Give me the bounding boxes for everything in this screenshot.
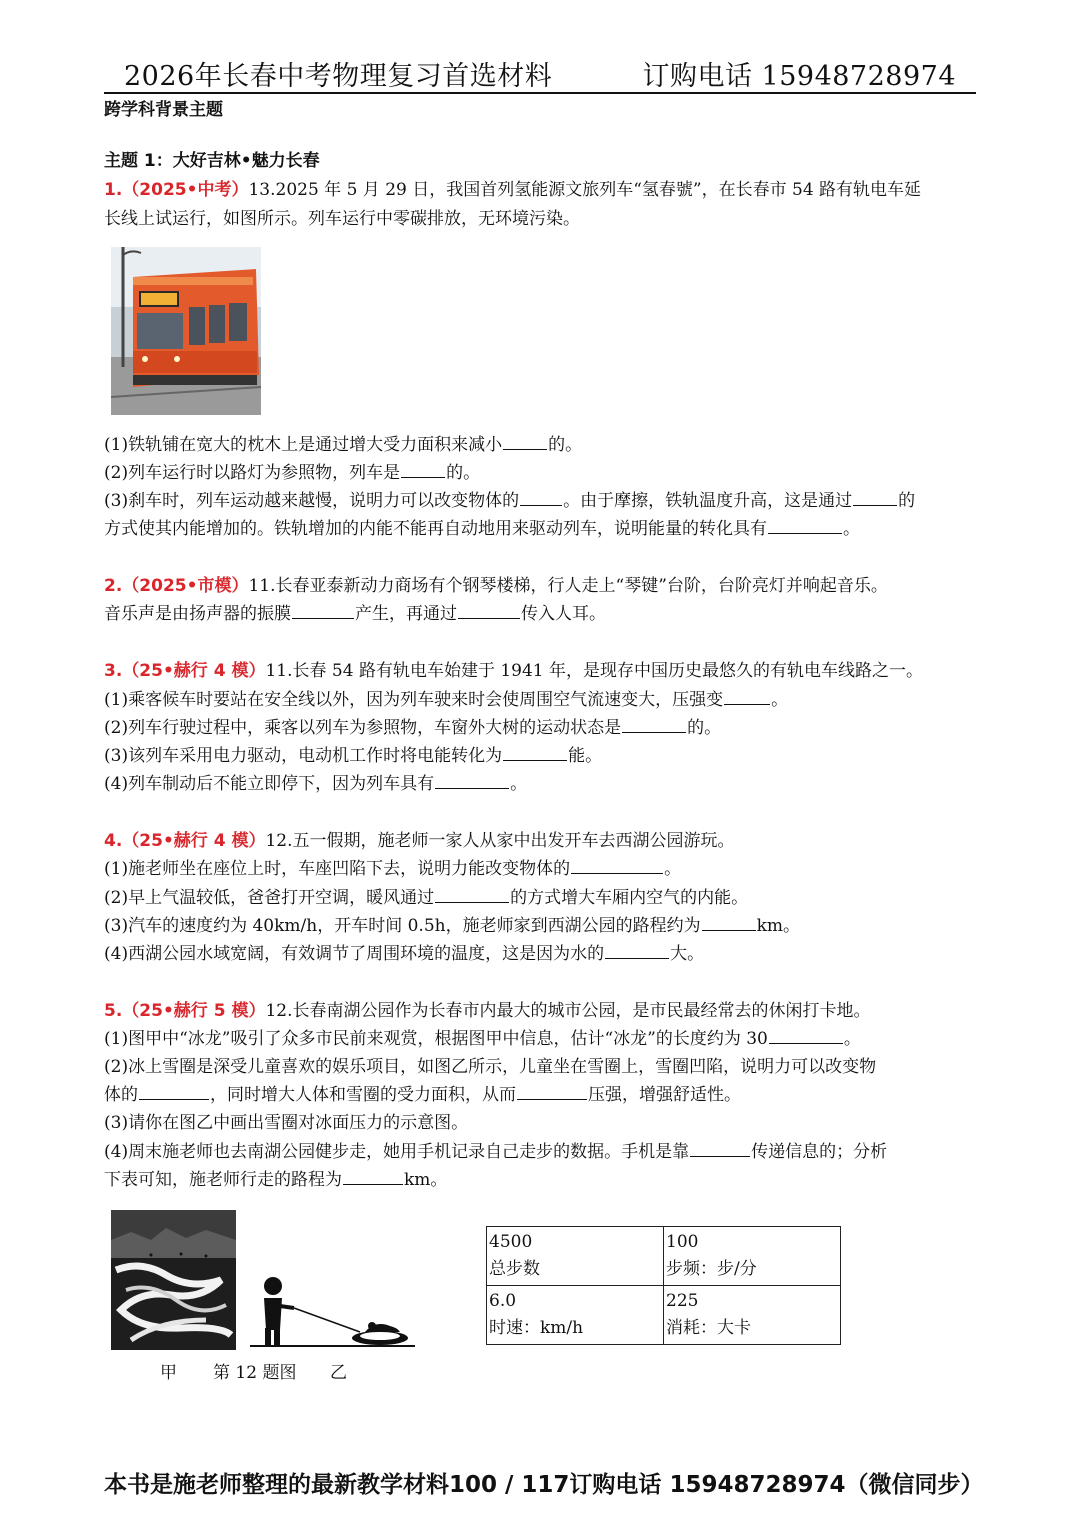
header-title: 2026年长春中考物理复习首选材料 [124,61,553,92]
cell-label: 消耗：大卡 [666,1318,751,1338]
answer-blank[interactable] [622,714,686,733]
figure-label-jia: 甲 [160,1363,177,1383]
q4-tag: 4.（25•赫行 4 模） [104,831,266,851]
q1-part2: (2)列车运行时以路灯为参照物，列车是 的。 [104,459,980,487]
answer-blank[interactable] [520,487,562,506]
answer-blank[interactable] [139,1081,209,1100]
q1-part3: (3)刹车时，列车运动越来越慢，说明力可以改变物体的 。由于摩擦，铁轨温度升高，这是通过 的 [104,487,980,515]
answer-blank[interactable] [503,742,567,761]
q3-part2: (2)列车行驶过程中，乘客以列车为参照物，车窗外大树的运动状态是 的。 [104,714,980,742]
q2-line1: 2.（2025•市模）11.长春亚泰新动力商场有个钢琴楼梯，行人走上“琴键”台阶，台阶亮灯并响起音乐。 [104,576,888,596]
cell-label: 时速：km/h [489,1318,584,1338]
q5-part4-cont: 下表可知，施老师行走的路程为 km。 [104,1166,980,1194]
q2-tag: 2.（2025•市模） [104,576,249,596]
answer-blank[interactable] [292,600,354,619]
figure-caption: 第 12 题图 [213,1363,297,1383]
cell-label: 步频：步/分 [666,1259,757,1279]
section-title: 跨学科背景主题 [104,100,223,120]
answer-blank[interactable] [571,855,663,874]
header-phone: 订购电话 15948728974 [642,61,956,92]
q5-part3: (3)请你在图乙中画出雪圈对冰面压力的示意图。 [104,1113,469,1133]
q3-part1: (1)乘客候车时要站在安全线以外，因为列车驶来时会使周围空气流速变大，压强变 。 [104,686,980,714]
answer-blank[interactable] [605,940,669,959]
answer-blank[interactable] [401,459,445,478]
q1-part1: (1)铁轨铺在宽大的枕木上是通过增大受力面积来减小 的。 [104,431,980,459]
cell-value: 4500 [489,1232,533,1252]
answer-blank[interactable] [724,686,770,705]
answer-blank[interactable] [690,1138,750,1157]
q4-part4: (4)西湖公园水域宽阔，有效调节了周围环境的温度，这是因为水的 大。 [104,940,980,968]
q4-part1: (1)施老师坐在座位上时，车座凹陷下去，说明力能改变物体的 。 [104,855,980,883]
q5-part2: (2)冰上雪圈是深受儿童喜欢的娱乐项目，如图乙所示，儿童坐在雪圈上，雪圈凹陷，说明力可以改变物 [104,1057,877,1077]
table-cell [487,1286,664,1345]
answer-blank[interactable] [769,1025,843,1044]
q3-part3: (3)该列车采用电力驱动，电动机工作时将电能转化为 能。 [104,742,980,770]
page-footer: 本书是施老师整理的最新教学材料100 / 117订购电话 15948728974（微信同步） [104,1472,984,1498]
q1-line2: 长线上试运行，如图所示。列车运行中零碳排放，无环境污染。 [104,209,580,229]
q5-part2-cont: 体的 ，同时增大人体和雪圈的受力面积，从而 压强，增强舒适性。 [104,1081,980,1109]
snow-tube-diagram [250,1272,420,1352]
q5-part1: (1)图甲中“冰龙”吸引了众多市民前来观赏，根据图甲中信息，估计“冰龙”的长度约为 30 。 [104,1025,980,1053]
table-cell [664,1227,841,1286]
table-row [487,1227,841,1286]
q4-part3: (3)汽车的速度约为 40km/h，开车时间 0.5h，施老师家到西湖公园的路程约为 km。 [104,912,980,940]
q4-line1: 4.（25•赫行 4 模）12.五一假期，施老师一家人从家中出发开车去西湖公园游玩。 [104,831,735,851]
q1-line1: 1.（2025•中考）13.2025 年 5 月 29 日，我国首列氢能源文旅列车“氢春號”，在长春市 54 路有轨电车延 [104,180,922,200]
table-cell [487,1227,664,1286]
table-row [487,1286,841,1345]
q1-part3-cont: 方式使其内能增加的。铁轨增加的内能不能再自动地用来驱动列车，说明能量的转化具有 。 [104,515,980,543]
q4-part2: (2)早上气温较低，爸爸打开空调，暖风通过 的方式增大车厢内空气的内能。 [104,884,980,912]
q3-tag: 3.（25•赫行 4 模） [104,661,266,681]
q2-line2: 音乐声是由扬声器的振膜 产生，再通过 传入人耳。 [104,600,980,628]
answer-blank[interactable] [853,487,897,506]
step-data-table [486,1226,841,1345]
answer-blank[interactable] [435,770,509,789]
answer-blank[interactable] [343,1166,403,1185]
q5-line1: 5.（25•赫行 5 模）12.长春南湖公园作为长春市内最大的城市公园，是市民最经常去的休闲打卡地。 [104,1001,871,1021]
answer-blank[interactable] [503,431,547,450]
q3-line1: 3.（25•赫行 4 模）11.长春 54 路有轨电车始建于 1941 年，是现存中国历史最悠久的有轨电车线路之一。 [104,661,924,681]
figure-label-yi: 乙 [330,1363,347,1383]
cell-value: 100 [666,1232,699,1252]
cell-value: 6.0 [489,1291,517,1311]
q1-tag: 1.（2025•中考） [104,180,249,200]
answer-blank[interactable] [458,600,520,619]
cell-value: 225 [666,1291,699,1311]
answer-blank[interactable] [517,1081,587,1100]
answer-blank[interactable] [768,515,842,534]
page-header [104,50,976,94]
ice-dragon-photo [111,1210,236,1350]
answer-blank[interactable] [435,884,509,903]
q5-tag: 5.（25•赫行 5 模） [104,1001,266,1021]
q5-part4: (4)周末施老师也去南湖公园健步走，她用手机记录自己走步的数据。手机是靠 传递信息的；分析 [104,1138,980,1166]
cell-label: 总步数 [489,1259,540,1279]
q3-part4: (4)列车制动后不能立即停下，因为列车具有 。 [104,770,980,798]
tram-photo [111,247,261,415]
theme-title: 主题 1：大好吉林•魅力长春 [104,151,320,171]
table-cell [664,1286,841,1345]
answer-blank[interactable] [702,912,756,931]
